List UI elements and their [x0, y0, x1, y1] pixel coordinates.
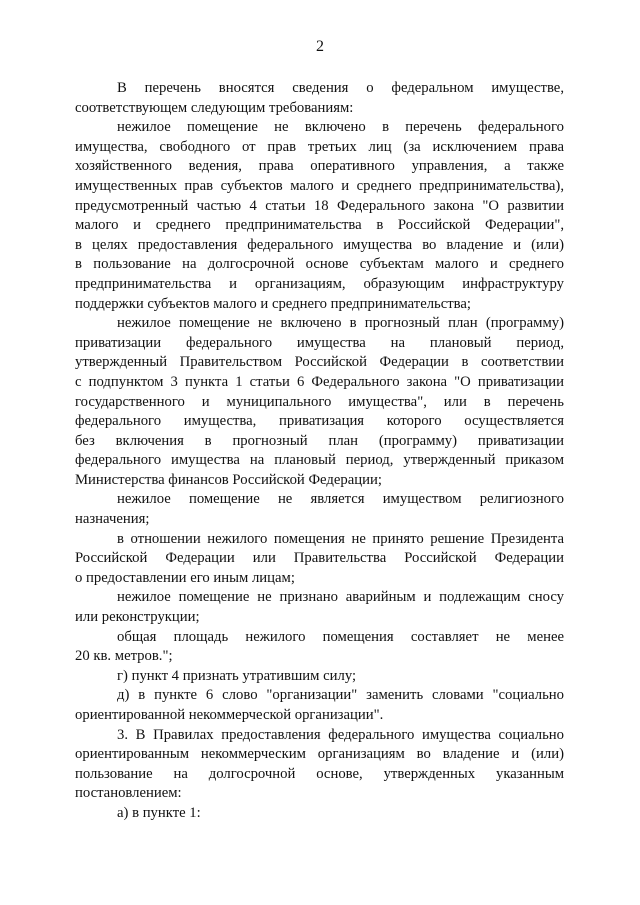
- text-line: малого и среднего предпринимательства в Российской Федерации",: [75, 217, 564, 234]
- text-line: а) в пункте 1:: [117, 804, 201, 821]
- text-line: ориентированной некоммерческой организации".: [75, 707, 384, 723]
- text-line: федерального имущества, приватизация которого осуществляется: [75, 413, 564, 430]
- text-line: предусмотренный частью 4 статьи 18 Федерального закона "О развитии: [75, 197, 564, 214]
- text-line: с подпунктом 3 пункта 1 статьи 6 Федерального закона "О приватизации: [75, 373, 564, 390]
- text-line: ориентированным некоммерческим организациям во владение и (или): [75, 746, 564, 763]
- text-line: назначения;: [75, 511, 150, 528]
- text-line: общая площадь нежилого помещения составляет не менее: [117, 628, 564, 645]
- text-line: 20 кв. метров.";: [75, 648, 173, 665]
- text-line: в пользование на долгосрочной основе субъектам малого и среднего: [75, 256, 564, 273]
- text-line: д) в пункте 6 слово "организации" заменить словами "социально: [117, 687, 564, 704]
- text-line: пользование на долгосрочной основе, утвержденных указанным: [75, 765, 564, 782]
- text-line: хозяйственного ведения, права оперативного управления, а также: [75, 158, 564, 175]
- text-line: нежилое помещение не является имуществом религиозного: [117, 491, 564, 508]
- text-line: нежилое помещение не включено в перечень федерального: [117, 119, 564, 136]
- text-line: в целях предоставления федерального имущества во владение и (или): [75, 236, 564, 253]
- text-line: о предоставлении его иным лицам;: [75, 569, 295, 586]
- text-line: г) пункт 4 признать утратившим силу;: [117, 667, 357, 684]
- text-line: В перечень вносятся сведения о федеральном имуществе,: [117, 80, 564, 96]
- text-line: государственного и муниципального имущества", или в перечень: [75, 393, 564, 410]
- text-line: или реконструкции;: [75, 609, 200, 626]
- text-line: федерального имущества на плановый период, утвержденный приказом: [75, 452, 564, 469]
- text-line: утвержденный Правительством Российской Федерации в соответствии: [75, 354, 564, 371]
- text-line: постановлением:: [75, 785, 182, 802]
- text-line: предпринимательства и организациям, образующим инфраструктуру: [75, 275, 564, 292]
- text-line: 3. В Правилах предоставления федерального имущества социально: [117, 726, 564, 743]
- text-line: в отношении нежилого помещения не принято решение Президента: [117, 530, 564, 547]
- text-line: нежилое помещение не включено в прогнозный план (программу): [117, 315, 564, 332]
- text-line: Российской Федерации или Правительства Российской Федерации: [75, 550, 564, 567]
- text-line: Министерства финансов Российской Федерации;: [75, 471, 382, 488]
- text-line: поддержки субъектов малого и среднего предпринимательства;: [75, 295, 472, 312]
- text-line: приватизации федерального имущества на плановый период,: [75, 334, 564, 351]
- text-line: имущественных прав субъектов малого и среднего предпринимательства),: [75, 177, 564, 194]
- page-number: 2: [316, 38, 324, 55]
- body-text: [75, 79, 564, 824]
- text-line: соответствующем следующим требованиям:: [75, 99, 354, 116]
- text-line: нежилое помещение не признано аварийным и подлежащим сносу: [117, 589, 564, 606]
- text-line: без включения в прогнозный план (программу) приватизации: [75, 432, 564, 449]
- text-line: имущества, свободного от прав третьих лиц (за исключением права: [75, 138, 564, 155]
